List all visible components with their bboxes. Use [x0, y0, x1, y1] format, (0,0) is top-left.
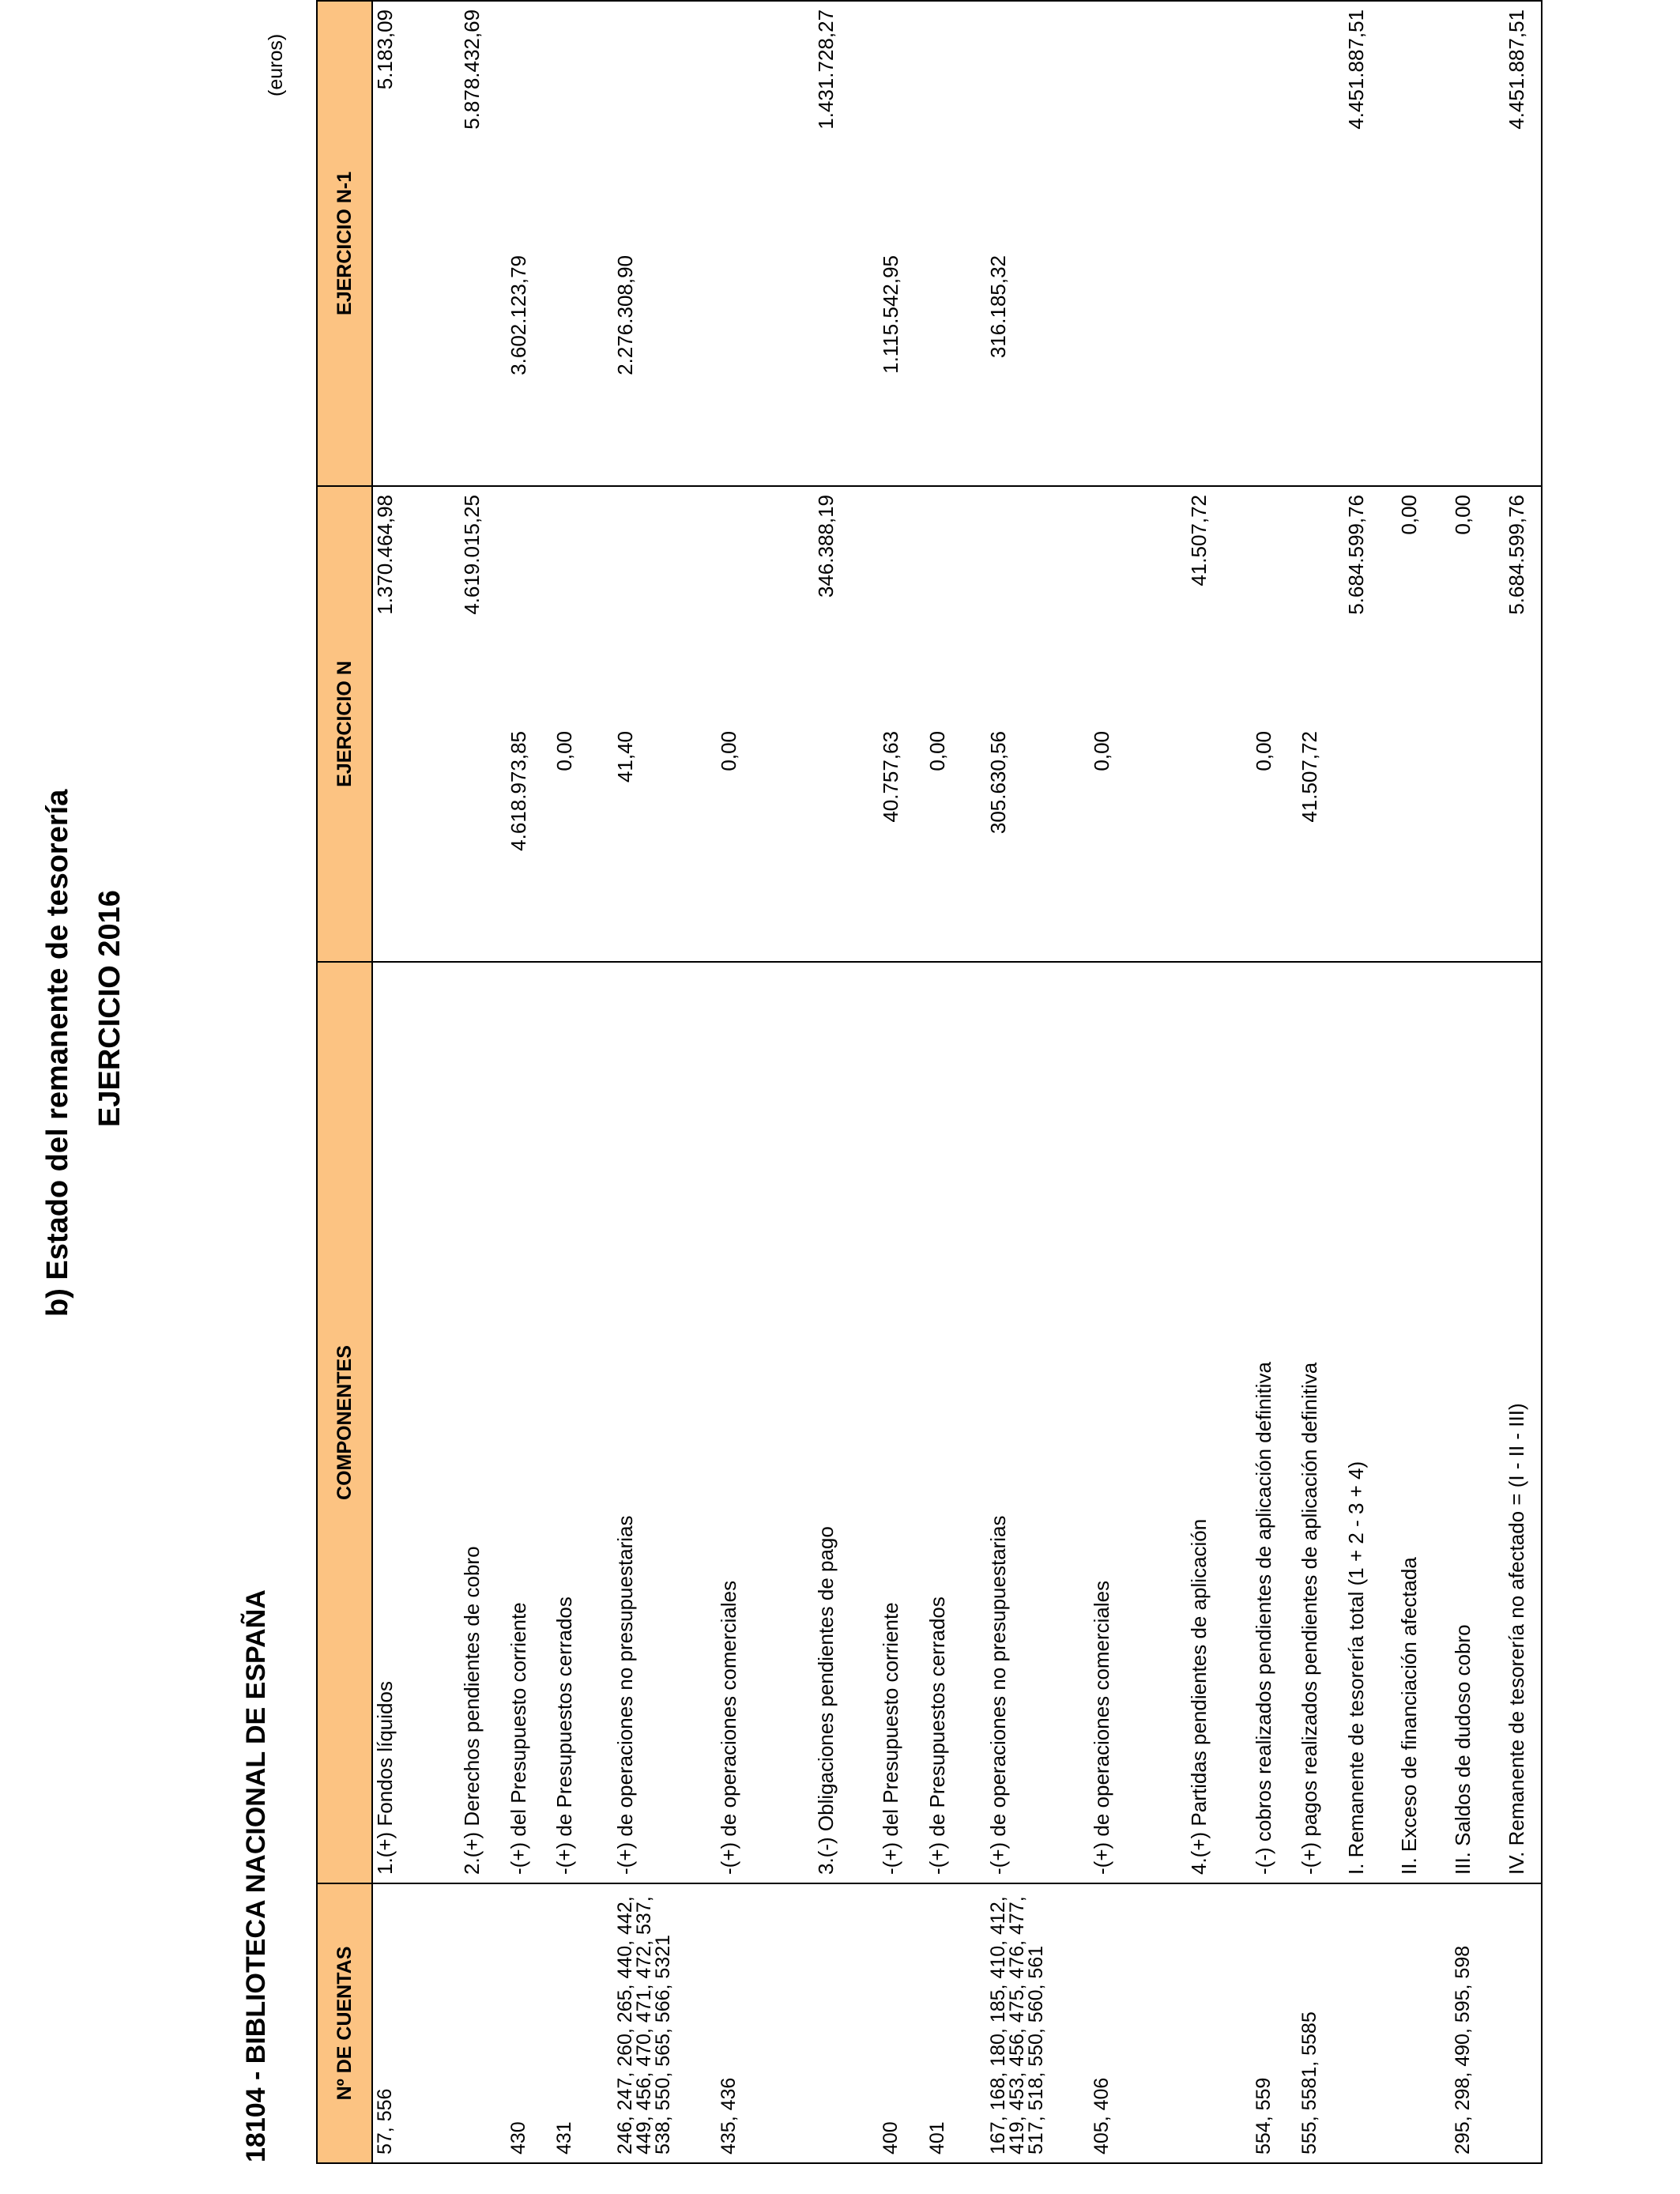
year-n-total-cell — [1090, 486, 1187, 723]
year-n1-total-cell: 4.451.887,51 — [1505, 1, 1542, 247]
table-row — [613, 1, 717, 2163]
year-n-total-cell: 5.684.599,76 — [1505, 486, 1542, 723]
year-n1-detail-cell — [552, 247, 613, 486]
year-n-detail-cell: 41,40 — [613, 723, 717, 962]
component-label-cell: -(+) de operaciones comerciales — [1090, 962, 1187, 1883]
year-n-detail-cell: 0,00 — [1252, 723, 1298, 962]
year-n-total-cell: 0,00 — [1451, 486, 1505, 723]
year-n1-total-cell — [1090, 1, 1187, 247]
treasury-remainder-table — [316, 0, 1543, 2164]
component-label-cell: -(+) de operaciones no presupuestarias — [613, 962, 717, 1883]
year-n-detail-cell: 0,00 — [1090, 723, 1187, 962]
account-numbers-cell: 430 — [507, 1883, 552, 2163]
table-row — [1298, 1, 1343, 2163]
year-n-detail-cell: 0,00 — [552, 723, 613, 962]
account-numbers-cell — [814, 1883, 879, 2163]
year-n-total-cell: 4.619.015,25 — [460, 486, 506, 723]
component-label-cell: IV. Remanente de tesorería no afectado = (I - II - III) — [1505, 962, 1542, 1883]
component-label-cell: -(+) de Presupuestos cerrados — [552, 962, 613, 1883]
table-row — [1187, 1, 1252, 2163]
table-row — [1090, 1, 1187, 2163]
component-label-cell: -(-) cobros realizados pendientes de aplicación definitiva — [1252, 962, 1298, 1883]
year-n1-detail-cell — [814, 247, 879, 486]
table-body — [372, 1, 1542, 2163]
table-row — [372, 1, 460, 2163]
year-n-total-cell: 41.507,72 — [1187, 486, 1252, 723]
year-n-detail-cell — [1344, 723, 1398, 962]
year-n1-total-cell — [1298, 1, 1343, 247]
year-n1-detail-cell: 3.602.123,79 — [507, 247, 552, 486]
year-n1-total-cell: 1.431.728,27 — [814, 1, 879, 247]
table-row — [986, 1, 1090, 2163]
year-n1-detail-cell — [1344, 247, 1398, 486]
year-n-detail-cell — [1187, 723, 1252, 962]
component-label-cell: -(+) de Presupuestos cerrados — [925, 962, 986, 1883]
component-label-cell: -(+) pagos realizados pendientes de aplicación definitiva — [1298, 962, 1343, 1883]
year-n-detail-cell — [814, 723, 879, 962]
account-numbers-cell: 246, 247, 260, 265, 440, 442, 449, 456, 470, 471, 472, 537, 538, 550, 565, 566, 5321 — [613, 1883, 717, 2163]
year-n1-total-cell — [986, 1, 1090, 247]
year-n-detail-cell — [460, 723, 506, 962]
component-label-cell: 3.(-) Obligaciones pendientes de pago — [814, 962, 879, 1883]
component-label-cell: 1.(+) Fondos líquidos — [372, 962, 460, 1883]
year-n1-total-cell — [552, 1, 613, 247]
col-header-year-n1: EJERCICIO N-1 — [317, 1, 372, 486]
year-n-total-cell — [552, 486, 613, 723]
component-label-cell: III. Saldos de dudoso cobro — [1451, 962, 1505, 1883]
account-numbers-cell — [1344, 1883, 1398, 2163]
year-n-total-cell — [1298, 486, 1343, 723]
year-n1-detail-cell — [717, 247, 814, 486]
year-n-detail-cell — [372, 723, 460, 962]
year-n-total-cell: 5.684.599,76 — [1344, 486, 1398, 723]
year-n-detail-cell: 0,00 — [925, 723, 986, 962]
account-numbers-cell: 400 — [879, 1883, 925, 2163]
year-n1-total-cell — [1451, 1, 1505, 247]
col-header-year-n: EJERCICIO N — [317, 486, 372, 962]
year-n1-total-cell — [879, 1, 925, 247]
year-n1-total-cell — [717, 1, 814, 247]
account-numbers-cell: 295, 298, 490, 595, 598 — [1451, 1883, 1505, 2163]
table-row — [552, 1, 613, 2163]
year-n1-total-cell: 4.451.887,51 — [1344, 1, 1398, 247]
year-n1-detail-cell — [925, 247, 986, 486]
account-numbers-cell — [1505, 1883, 1542, 2163]
currency-unit: (euros) — [265, 33, 287, 96]
year-n-detail-cell — [1451, 723, 1505, 962]
account-numbers-cell: 167, 168, 180, 185, 410, 412, 419, 453, 456, 475, 476, 477, 517, 518, 550, 560, 561 — [986, 1883, 1090, 2163]
component-label-cell: -(+) del Presupuesto corriente — [507, 962, 552, 1883]
table-row — [814, 1, 879, 2163]
table-header-row — [317, 1, 372, 2163]
table-row — [1344, 1, 1398, 2163]
year-n-total-cell: 0,00 — [1397, 486, 1451, 723]
component-label-cell: -(+) del Presupuesto corriente — [879, 962, 925, 1883]
year-n-total-cell: 346.388,19 — [814, 486, 879, 723]
account-numbers-cell — [1397, 1883, 1451, 2163]
year-n-detail-cell: 0,00 — [717, 723, 814, 962]
year-n1-total-cell — [1397, 1, 1451, 247]
year-n-total-cell — [925, 486, 986, 723]
year-n-total-cell — [613, 486, 717, 723]
year-n1-detail-cell — [1187, 247, 1252, 486]
year-n1-total-cell — [1252, 1, 1298, 247]
year-n-total-cell — [507, 486, 552, 723]
year-n1-detail-cell: 2.276.308,90 — [613, 247, 717, 486]
account-numbers-cell — [1187, 1883, 1252, 2163]
table-row — [925, 1, 986, 2163]
year-n1-total-cell: 5.183,09 — [372, 1, 460, 247]
year-n-total-cell — [986, 486, 1090, 723]
year-n1-detail-cell — [1090, 247, 1187, 486]
year-n1-detail-cell — [460, 247, 506, 486]
year-n-detail-cell: 41.507,72 — [1298, 723, 1343, 962]
component-label-cell: 4.(+) Partidas pendientes de aplicación — [1187, 962, 1252, 1883]
table-row — [717, 1, 814, 2163]
account-numbers-cell: 431 — [552, 1883, 613, 2163]
year-n-total-cell — [717, 486, 814, 723]
table-row — [1505, 1, 1542, 2163]
component-label-cell: 2.(+) Derechos pendientes de cobro — [460, 962, 506, 1883]
table-row — [1451, 1, 1505, 2163]
table-row — [1397, 1, 1451, 2163]
year-n1-detail-cell — [1451, 247, 1505, 486]
year-n-detail-cell: 305.630,56 — [986, 723, 1090, 962]
account-numbers-cell: 401 — [925, 1883, 986, 2163]
year-n-total-cell — [879, 486, 925, 723]
year-n1-detail-cell — [1505, 247, 1542, 486]
year-n-detail-cell: 40.757,63 — [879, 723, 925, 962]
year-n1-detail-cell — [1252, 247, 1298, 486]
component-label-cell: II. Exceso de financiación afectada — [1397, 962, 1451, 1883]
year-n-total-cell — [1252, 486, 1298, 723]
table-row — [460, 1, 506, 2163]
year-n1-total-cell: 5.878.432,69 — [460, 1, 506, 247]
year-n1-total-cell — [925, 1, 986, 247]
account-numbers-cell: 555, 5581, 5585 — [1298, 1883, 1343, 2163]
component-label-cell: I. Remanente de tesorería total (1 + 2 - 3 + 4) — [1344, 962, 1398, 1883]
year-n1-detail-cell — [372, 247, 460, 486]
year-n1-total-cell — [613, 1, 717, 247]
table-row — [879, 1, 925, 2163]
account-numbers-cell — [460, 1883, 506, 2163]
col-header-accounts: Nº DE CUENTAS — [317, 1883, 372, 2163]
account-numbers-cell: 405, 406 — [1090, 1883, 1187, 2163]
year-n-detail-cell — [1397, 723, 1451, 962]
exercise-year: EJERCICIO 2016 — [93, 890, 126, 1127]
table-row — [507, 1, 552, 2163]
year-n1-detail-cell: 316.185,32 — [986, 247, 1090, 486]
account-numbers-cell: 554, 559 — [1252, 1883, 1298, 2163]
component-label-cell: -(+) de operaciones comerciales — [717, 962, 814, 1883]
year-n1-detail-cell: 1.115.542,95 — [879, 247, 925, 486]
col-header-components: COMPONENTES — [317, 962, 372, 1883]
account-numbers-cell: 435, 436 — [717, 1883, 814, 2163]
year-n-detail-cell — [1505, 723, 1542, 962]
year-n-total-cell: 1.370.464,98 — [372, 486, 460, 723]
year-n1-total-cell — [507, 1, 552, 247]
year-n1-detail-cell — [1397, 247, 1451, 486]
account-numbers-cell: 57, 556 — [372, 1883, 460, 2163]
page-title: b) Estado del remanente de tesorería — [41, 789, 74, 1317]
year-n1-detail-cell — [1298, 247, 1343, 486]
table-row — [1252, 1, 1298, 2163]
entity-name: 18104 - BIBLIOTECA NACIONAL DE ESPAÑA — [241, 1589, 271, 2162]
component-label-cell: -(+) de operaciones no presupuestarias — [986, 962, 1090, 1883]
year-n1-total-cell — [1187, 1, 1252, 247]
year-n-detail-cell: 4.618.973,85 — [507, 723, 552, 962]
